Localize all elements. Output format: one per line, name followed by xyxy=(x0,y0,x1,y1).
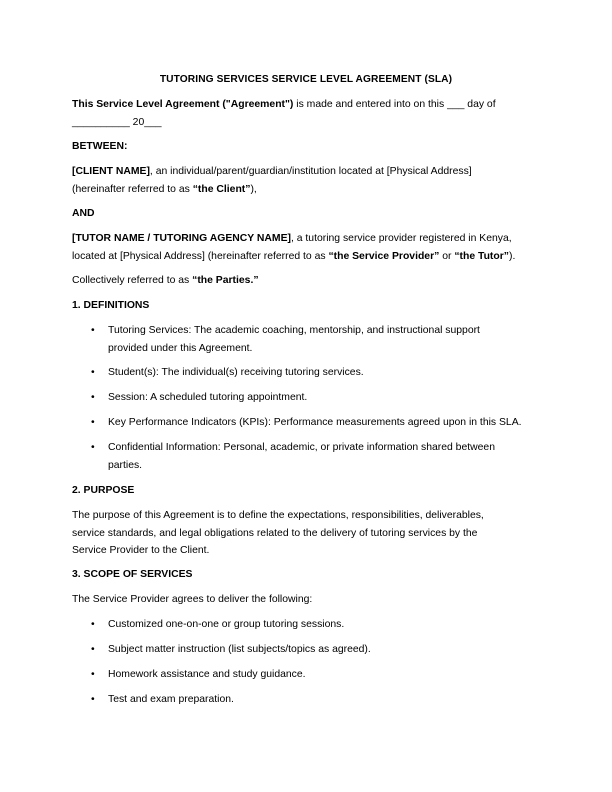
and-heading: AND xyxy=(72,208,95,219)
intro-text: is made and entered into on this xyxy=(293,99,448,110)
definition-item xyxy=(108,439,540,474)
definition-item xyxy=(108,322,540,357)
definition-line: • Tutoring Services: The academic coaching, mentorship, and instructional support xyxy=(108,325,480,336)
parties-ref: “the Parties.” xyxy=(192,275,259,286)
tutor-end: ). xyxy=(508,250,516,262)
section-3-heading: 3. SCOPE OF SERVICES xyxy=(72,569,193,580)
tutor-text-2: located at [Physical Address] (hereinafter referred to as xyxy=(72,250,329,262)
day-blank: ___ xyxy=(447,99,465,110)
year-prefix: 20 xyxy=(129,116,145,128)
definition-line: provided under this Agreement. xyxy=(108,342,253,354)
purpose-line: Service Provider to the Client. xyxy=(72,545,210,556)
scope-item: • Subject matter instruction (list subjects/topics as agreed). xyxy=(108,641,540,659)
between-heading: BETWEEN: xyxy=(72,141,128,152)
definition-line: • Confidential Information: Personal, academic, or private information shared between xyxy=(108,442,495,453)
client-line-2 xyxy=(72,181,540,199)
definition-item xyxy=(108,364,540,382)
purpose-paragraph xyxy=(72,507,540,560)
tutor-ref-2: “the Tutor” xyxy=(454,250,509,262)
month-blank: __________ xyxy=(72,116,130,128)
section-1-heading: 1. DEFINITIONS xyxy=(72,300,150,311)
tutor-text: , a tutoring service provider registered in Kenya, xyxy=(290,233,512,244)
tutor-name: [TUTOR NAME / TUTORING AGENCY NAME] xyxy=(72,233,291,244)
tutor-paragraph xyxy=(72,230,540,265)
client-text-2: (hereinafter referred to as xyxy=(72,183,193,195)
tutor-line-2 xyxy=(72,248,540,266)
intro-paragraph xyxy=(72,96,540,131)
purpose-line: service standards, and legal obligations related to the delivery of tutoring services by the xyxy=(72,527,478,539)
scope-item: • Customized one-on-one or group tutoring sessions. xyxy=(108,616,540,634)
client-paragraph xyxy=(72,163,540,198)
client-line-1 xyxy=(72,163,540,181)
definition-item xyxy=(108,389,540,407)
tutor-ref-1: “the Service Provider” xyxy=(328,250,440,262)
intro-line-1 xyxy=(72,96,540,114)
intro-text-2: day of xyxy=(464,99,496,110)
scope-item: • Test and exam preparation. xyxy=(108,691,540,709)
section-2-heading: 2. PURPOSE xyxy=(72,485,135,496)
tutor-line-1 xyxy=(72,230,540,248)
intro-line-2 xyxy=(72,114,540,132)
client-name: [CLIENT NAME] xyxy=(72,166,150,177)
client-ref: “the Client” xyxy=(192,183,251,195)
definition-line: • Student(s): The individual(s) receiving tutoring services. xyxy=(108,367,364,378)
scope-intro: The Service Provider agrees to deliver the following: xyxy=(72,594,313,605)
purpose-line: The purpose of this Agreement is to define the expectations, responsibilities, deliverables, xyxy=(72,510,484,521)
client-end: ), xyxy=(250,183,257,195)
intro-bold: This Service Level Agreement ("Agreement") xyxy=(72,99,294,110)
definition-item xyxy=(108,414,540,432)
document-title: TUTORING SERVICES SERVICE LEVEL AGREEMENT (SLA) xyxy=(159,74,453,85)
collectively-paragraph xyxy=(72,272,540,290)
definition-line: • Key Performance Indicators (KPIs): Performance measurements agreed upon in this SLA. xyxy=(108,417,522,428)
definition-line: • Session: A scheduled tutoring appointment. xyxy=(108,392,308,403)
collectively-text: Collectively referred to as xyxy=(72,275,193,286)
year-blank: ___ xyxy=(144,116,162,128)
scope-item: • Homework assistance and study guidance. xyxy=(108,666,540,684)
definition-line: parties. xyxy=(108,459,143,471)
tutor-or: or xyxy=(439,250,455,262)
client-text: , an individual/parent/guardian/institution located at [Physical Address] xyxy=(149,166,472,177)
